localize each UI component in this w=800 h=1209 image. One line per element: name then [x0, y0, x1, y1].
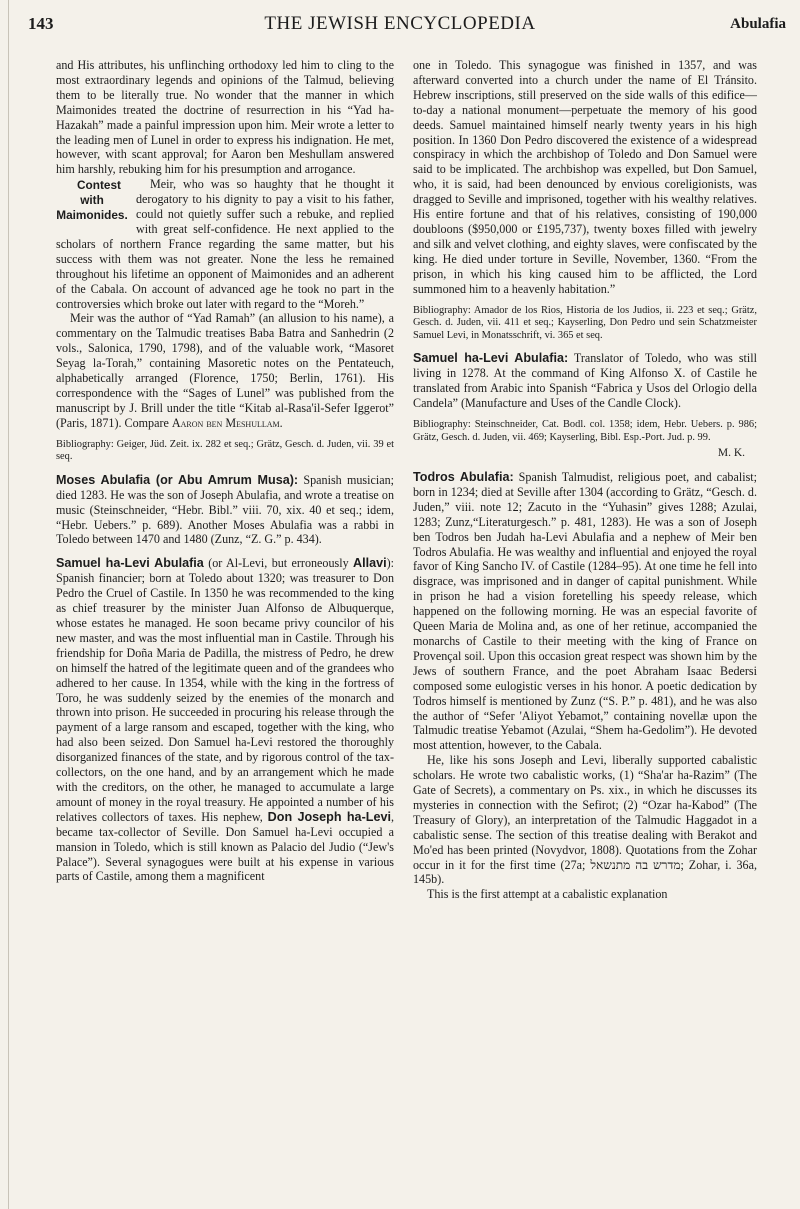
paragraph-text: Meir, who was so haughty that he thought it derogatory to his dignity to pay a visit to his father, could not quietly suffer such a rebuke, and replied with great self-confidence. He next applied to the scholars of northern France regarding the same matter, but his success with them was not greater. None the less he remained throughout his lifetime an opponent of Maimonides and an adherent of the Cabala. On account of advanced age he took no part in the controversies which broke out later with regard to the “Moreh.” — [56, 177, 394, 311]
right-column — [413, 58, 757, 1198]
entry-samuel-ha-levi-translator — [413, 351, 757, 411]
entry-text: Translator of Toledo, who was still living in 1278. At the command of King Alfonso X. of Castile he translated from Arabic into Spanish “Fabrica y Usos del Orlogio della Candela” (Manufacture and Uses of the Candle Clock). — [413, 351, 757, 410]
entry-moses-abulafia — [56, 473, 394, 548]
entry-headword: Moses Abulafia (or Abu Amrum Musa): — [56, 472, 299, 487]
left-column — [56, 58, 394, 1198]
paragraph — [56, 311, 394, 430]
bibliography: Bibliography: Geiger, Jüd. Zeit. ix. 282 et seq.; Grätz, Gesch. d. Juden, vii. 39 et seq. — [56, 438, 394, 463]
related-name: Don Joseph ha-Levi — [267, 809, 391, 824]
paragraph-text: Meir was the author of “Yad Ramah” (an allusion to his name), a commentary on the Talmudic treatises Baba Batra and Sanhedrin (2 vols., Salonica, 1790, 1798), and of the valuable work, “Masoret Seyag la-Torah,” containing Masoretic notes on the Pentateuch, alphabetically arranged (Florence, 1750; Berlin, 1761). His correspondence with the “Sages of Lunel” was published from the manuscript by J. Brill under the title “Kitab al-Rasa'il-Sefer Iggerot” (Paris, 1871). Compare — [56, 311, 394, 430]
entry-text: , became tax-collector of Seville. Don Samuel ha-Levi occupied a mansion in Toledo, which is still known as Palacio del Judio (“Jew's Palace”). Several synagogues were built at his expense in various parts of Castile, among them a magnificent — [56, 809, 394, 884]
page-edge-rule — [8, 0, 9, 1209]
guide-word: Abulafia — [730, 16, 786, 32]
bibliography: Bibliography: Amador de los Rios, Historia de los Judios, ii. 223 et seq.; Grätz, Gesch. d. Juden, vii. 411 et seq.; Kayserling, Don Pedro und sein Schatzmeister Samuel Levi, in Monatsschrift, vi. 365 et seq. — [413, 304, 757, 341]
entry-headword: Todros Abulafia: — [413, 470, 514, 484]
author-signature: M. K. — [717, 447, 745, 460]
paragraph: This is the first attempt at a cabalistic explanation — [427, 887, 668, 902]
entry-headword: Samuel ha-Levi Abulafia: — [413, 351, 569, 366]
paragraph: He, like his sons Joseph and Levi, liberally supported cabalistic scholars. He wrote two cabalistic works, (1) “Sha'ar ha-Razim” (The Gate of Secrets), a commentary on Ps. xix., in which he discusses its mysteries in connection with the Sefirot; (2) “Ozar ha-Kabod” (The Treasury of Glory), an interpretation of the Talmudic Haggadot in a cabalistic sense. The section of this treatise dealing with Berakot and Mo'ed has been printed (Novydvor, 1808). Quotations from the Zohar occur in it for the first time (27a; מדרש בה מתנשאל; Zohar, i. 36a, 145b). — [413, 753, 757, 887]
entry-headword: Samuel ha-Levi Abulafia — [56, 556, 204, 571]
page-number: 143 — [28, 14, 54, 33]
paragraph — [56, 177, 394, 311]
entry-samuel-ha-levi-financier — [56, 556, 394, 884]
running-header — [0, 0, 800, 46]
paragraph: and His attributes, his unflinching orthodoxy led him to cling to the most extraordinary legends and opinions of the Talmud, believing them to be literally true. No wonder that the manner in which Maimonides treated the doctrine of resurrection in his “Yad ha-Hazakah” made a painful impression upon him. Meir wrote a letter to the leading men of Lunel in order to express his indignation. He met, however, with scant approval; for Aaron ben Meshullam answered him harshly, rebuking him for his presumption and arrogance. — [56, 58, 394, 177]
entry-text: Spanish Talmudist, religious poet, and cabalist; born in 1234; died at Seville after 1304 (according to Grätz, “Gesch. d. Juden,” viii. note 12; Zacuto in the “Yuhasin” gives 1288; Azulai, 1283; Zunz,“Literaturgesch.” p. 481, 1283). He was a son of Joseph ben Todros ben Judah ha-Levi Abulafia and a nephew of Meir ben Todros Abulafia. He was wealthy and influential and enjoyed the royal favor of King Sancho IV. of Castile (1284–95). At one time he fell into disgrace, was imprisoned and in danger of capital punishment. While in prison he had a vision foretelling his speedy release, which happened on the following morning. He was an especial favorite of Queen Maria de Molina and, as one of her retinue, accompanied the monarchs of Castile to their meeting with the king of France on Provençal soil. Upon this occasion great respect was shown him by the Jews of southern France, and the poet Abraham Isaac Bedersi composed some eulogistic verses in his honor. A poetic dedication by Todros himself is mentioned by Zunz (“S. P.” p. 481), and he was also the author of “Sefer 'Aliyot Yebamot,” containing novellæ upon the Talmudic treatise Yebamot (Azulai, “Shem ha-Gedolim”). He devoted most attention, however, to the Cabala. — [413, 470, 757, 753]
bibliography: Bibliography: Steinschneider, Cat. Bodl. col. 1358; idem, Hebr. Uebers. p. 986; Grätz, Gesch. d. Juden, vii. 469; Kayserling, Bibl. Esp.-Port. Jud. p. 99. — [413, 418, 757, 443]
paragraph: one in Toledo. This synagogue was finished in 1357, and was afterward converted into a church under the name of El Tránsito. Hebrew inscriptions, still preserved on the side walls of this edifice—to-day a national monument—perpetuate the memory of his good deeds. Samuel maintained himself nearly twenty years in his high position. In 1360 Don Pedro discovered the existence of a widespread conspiracy in which the archbishop of Toledo and Don Samuel were said to be implicated. The archbishop was expelled, but Don Samuel, who, it is said, had been denounced by envious coreligionists, was dragged to Seville and imprisoned, together with his wealthy relatives. His entire fortune and that of his relatives, consisting of 190,000 doubloons ($950,000 or £195,737), twenty boxes filled with jewelry and silk and velvet clothing, and eighty slaves, were confiscated by the king. He died under torture in Seville, November, 1360. “From the prison, in which his king caused him to be afflicted, the Lord summoned him to a heavenly habitation.” — [413, 58, 757, 296]
entry-text: Spanish musician; died 1283. He was the son of Joseph Abulafia, and wrote a treatise on music (Steinschneider, “Hebr. Bibl.” viii. 70, xix. 40 et seq.; idem, “Hebr. Uebers.” p. 689). Another Moses Abulafia was a rabbi in Toledo between 1470 and 1480 (Zunz, “Z. G.” p. 434). — [56, 472, 394, 547]
entry-text: ): Spanish financier; born at Toledo about 1320; was treasurer to Don Pedro the Cruel of Castile. In 1350 he was recommended to the king as chief treasurer by the minister Juan Alfonso de Albuquerque, whose estates he managed. He soon became privy councilor of his new master, and was the most influential man in Castile. Through his friendship for Doña Maria de Padilla, the mistress of Pedro, he drew on himself the hatred of the legitimate queen and of the grandees who adhered to her cause. In 1354, while with the king in the fortress of Toro, he was suddenly seized by the enemies of the monarch and thrown into prison. He succeeded in procuring his release through the payment of a large ransom and escaped, together with the king, who had also been seized. Don Samuel ha-Levi restored the thoroughly disorganized finances of the state, and by rigorous control of the tax-collectors, on the one hand, and by an arrangement which he made with the creditors, on the other, he managed to accumulate a large amount of money in the royal treasury. He appointed a number of his relatives collectors of taxes. His nephew, — [56, 556, 394, 824]
margin-note: Contest with Maimonides. — [56, 178, 128, 223]
running-title: THE JEWISH ENCYCLOPEDIA — [264, 13, 536, 34]
cross-reference-link[interactable]: Aaron ben Meshullam. — [171, 415, 283, 430]
entry-text: (or Al-Levi, but erroneously — [203, 556, 353, 571]
entry-todros-abulafia — [413, 470, 757, 753]
name-variant: Allavi — [353, 556, 387, 571]
